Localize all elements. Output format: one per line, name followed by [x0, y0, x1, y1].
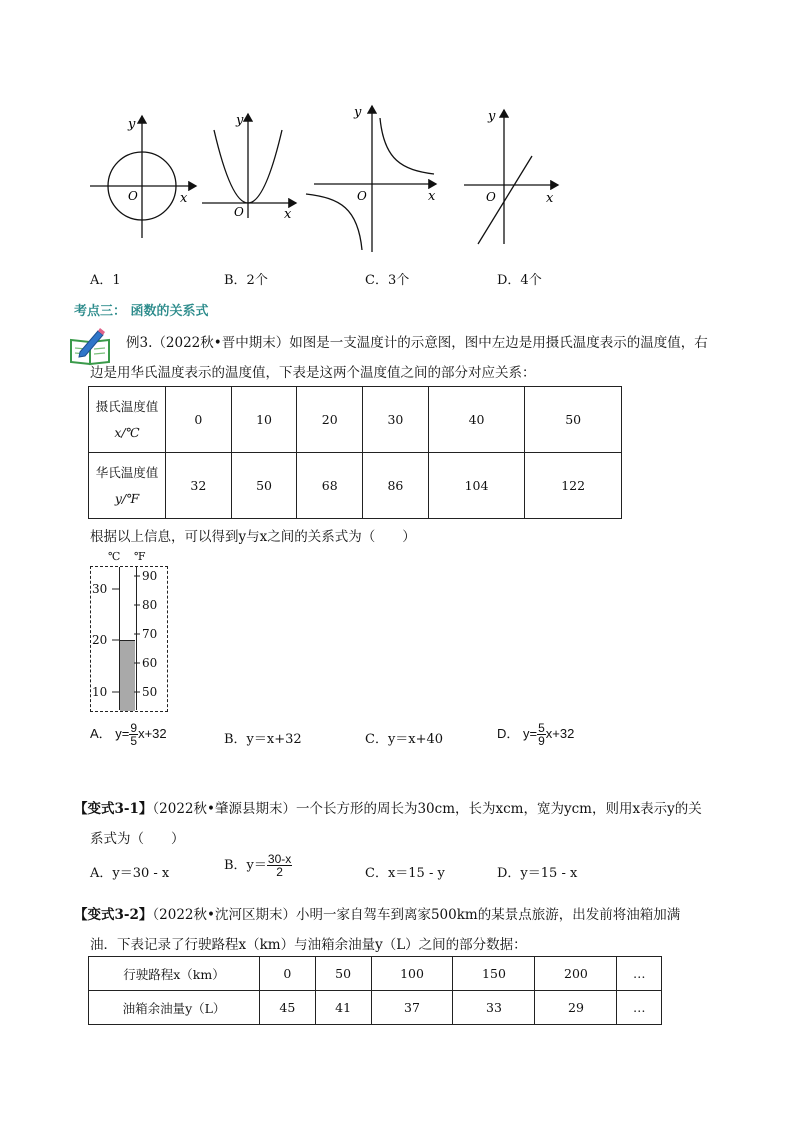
fraction-numerator: 9: [130, 721, 138, 735]
table-cell: 50: [315, 957, 371, 991]
fahrenheit-tick-60: 60: [142, 656, 158, 670]
example3-text1: （2022秋•晋中期末）如图是一支温度计的示意图，图中左边是用摄氏温度表示的温度值，右: [152, 335, 708, 351]
graph-line: [462, 106, 562, 246]
row-header-distance: 行驶路程x（km）: [89, 957, 260, 991]
option-d-suffix: x+32: [545, 725, 575, 741]
y-axis-label: y: [128, 117, 136, 132]
table-cell: 10: [231, 387, 297, 453]
table-cell: 200: [535, 957, 617, 991]
section-heading: 考点三： 函数的关系式: [74, 304, 209, 319]
variant31-line2: 系式为（ ）: [90, 831, 185, 847]
fraction-numerator: 30-x: [267, 852, 292, 866]
q2-option-d: D．4个: [497, 273, 542, 288]
table-cell: 40: [428, 387, 525, 453]
row-header-fahrenheit-label: 华氏温度值: [95, 464, 159, 480]
origin-label: O: [128, 189, 138, 203]
variant31-option-b: [224, 853, 292, 878]
table-cell: 29: [535, 991, 617, 1025]
celsius-tick-20: 20: [92, 633, 108, 647]
row-header-celsius: [89, 387, 166, 453]
celsius-unit: ℃: [108, 550, 121, 563]
table-cell: 0: [260, 957, 316, 991]
example-label: 例3.: [126, 335, 153, 351]
row-header-celsius-unit: x/℃: [114, 424, 140, 440]
variant31-line1: [74, 797, 702, 817]
q2-option-a: A．1: [90, 273, 121, 288]
table-cell: 86: [363, 453, 429, 519]
fuel-table: [88, 956, 662, 1025]
fahrenheit-unit: ℉: [134, 550, 146, 563]
table-cell: 50: [525, 387, 622, 453]
celsius-tick-30: 30: [92, 582, 108, 596]
row-header-celsius-label: 摄氏温度值: [95, 398, 159, 414]
example3-option-d: [497, 722, 574, 747]
table-cell: …: [617, 991, 662, 1025]
celsius-tick-10: 10: [92, 685, 108, 699]
fraction-denominator: 5: [130, 734, 138, 748]
graph-hyperbola: [302, 100, 442, 260]
example3-line2: 边是用华氏温度表示的温度值，下表是这两个温度值之间的部分对应关系：: [90, 365, 536, 381]
option-a-suffix: x+32: [138, 725, 167, 741]
example3-option-b: B．y＝x+32: [224, 732, 302, 747]
origin-label: O: [486, 190, 496, 204]
q2-option-c: C．3个: [365, 273, 410, 288]
option-b-prefix: B．y＝: [224, 858, 267, 873]
y-axis-label: y: [236, 113, 244, 128]
x-axis-label: x: [428, 189, 436, 204]
variant32-text1: （2022秋•沈河区期末）小明一家自驾车到离家500km的某景点旅游，出发前将油箱加满: [152, 907, 681, 923]
graph-parabola: [200, 110, 300, 220]
table-cell: 0: [166, 387, 232, 453]
thermometer-figure: [82, 550, 172, 716]
variant32-line2: 油．下表记录了行驶路程x（km）与油箱余油量y（L）之间的部分数据：: [90, 937, 527, 953]
variant31-option-a: A．y＝30 - x: [90, 866, 170, 881]
fraction-30-minus-x-over-2: [267, 853, 292, 878]
variant32-tag: 【变式3-2】: [74, 907, 153, 923]
example3-line1: [126, 331, 708, 351]
variant32-line1: [74, 903, 680, 923]
variant31-tag: 【变式3-1】: [74, 801, 153, 817]
row-header-fuel: 油箱余油量y（L）: [89, 991, 260, 1025]
table-cell: 37: [371, 991, 453, 1025]
graph-circle: [88, 112, 208, 242]
table-cell: 33: [453, 991, 535, 1025]
x-axis-label: x: [546, 191, 554, 206]
variant31-option-d: D．y＝15 - x: [497, 866, 578, 881]
example3-option-c: C．y＝x+40: [365, 732, 444, 747]
fahrenheit-tick-70: 70: [142, 627, 158, 641]
table-cell: 30: [363, 387, 429, 453]
fahrenheit-tick-90: 90: [142, 569, 158, 583]
table-cell: 32: [166, 453, 232, 519]
fraction-denominator: 2: [276, 865, 283, 879]
fahrenheit-tick-80: 80: [142, 598, 158, 612]
x-axis-label: x: [284, 207, 292, 222]
variant31-option-c: C．x＝15 - y: [365, 866, 445, 881]
table-cell: 104: [428, 453, 525, 519]
table-cell: …: [617, 957, 662, 991]
option-a-prefix: A． y=: [90, 725, 130, 741]
variant31-text1: （2022秋•肇源县期末）一个长方形的周长为30cm，长为xcm，宽为ycm，则用x表示y的关: [152, 801, 702, 817]
table-cell: 122: [525, 453, 622, 519]
table-cell: 150: [453, 957, 535, 991]
row-header-fahrenheit-unit: y/℉: [114, 490, 140, 506]
table-cell: 45: [260, 991, 316, 1025]
y-axis-label: y: [354, 105, 362, 120]
option-d-prefix: D． y=: [497, 725, 538, 741]
fraction-five-ninths: [537, 722, 546, 747]
origin-label: O: [234, 205, 244, 219]
table-cell: 41: [315, 991, 371, 1025]
example3-question: 根据以上信息，可以得到y与x之间的关系式为（ ）: [90, 529, 416, 545]
temperature-table: [88, 386, 622, 519]
q2-option-b: B．2个: [224, 273, 268, 288]
table-cell: 20: [297, 387, 363, 453]
fraction-numerator: 5: [538, 721, 545, 735]
origin-label: O: [357, 189, 367, 203]
example3-option-a: [90, 722, 167, 747]
fahrenheit-tick-50: 50: [142, 685, 158, 699]
table-cell: 50: [231, 453, 297, 519]
table-cell: 100: [371, 957, 453, 991]
fraction-nine-fifths: [129, 722, 138, 747]
x-axis-label: x: [180, 191, 188, 206]
table-cell: 68: [297, 453, 363, 519]
fraction-denominator: 9: [538, 734, 545, 748]
row-header-fahrenheit: [89, 453, 166, 519]
y-axis-label: y: [488, 109, 496, 124]
